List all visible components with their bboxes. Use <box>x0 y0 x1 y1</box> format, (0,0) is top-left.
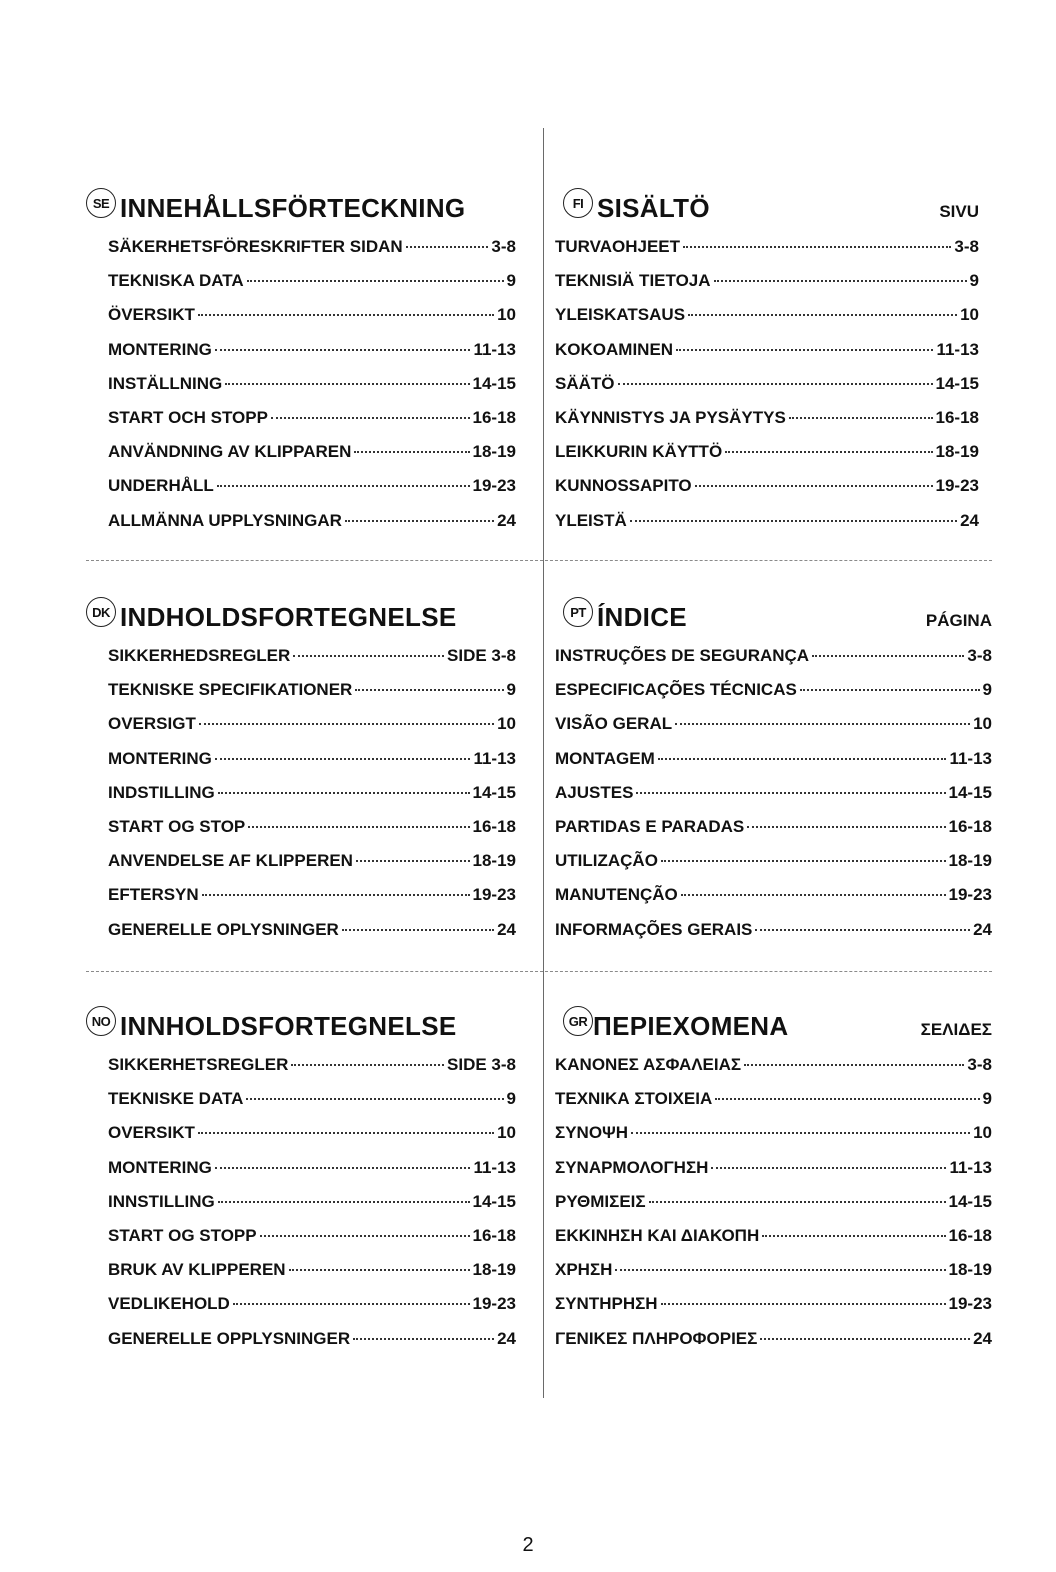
page-column-label: SIVU <box>939 202 979 221</box>
toc-entry-page: 3-8 <box>491 237 516 256</box>
toc-entry <box>108 783 516 817</box>
language-badge: DK <box>86 597 116 627</box>
page-number: 2 <box>522 1534 534 1556</box>
toc-entry-title: SÄKERHETSFÖRESKRIFTER SIDAN <box>108 237 403 256</box>
toc-entry <box>555 1192 992 1226</box>
dot-leader <box>225 383 469 385</box>
toc-entry-title: START OG STOP <box>108 816 246 836</box>
toc-entry <box>555 851 992 885</box>
toc-entry-page: 10 <box>497 1123 516 1143</box>
toc-entry <box>108 442 516 476</box>
toc-entry-page: 10 <box>973 1123 992 1143</box>
dot-leader <box>215 1167 471 1169</box>
toc-entry-page: 9 <box>969 271 979 291</box>
toc-entry-page: 16-18 <box>472 407 516 427</box>
dot-leader <box>755 929 970 931</box>
toc-entry-page: 11-13 <box>473 339 516 359</box>
toc-entry <box>108 920 516 954</box>
page-column-label: PÁGINA <box>925 611 992 630</box>
toc-entry-page: 9 <box>506 271 516 291</box>
dot-leader <box>631 1132 970 1134</box>
toc-entry-title: INDSTILLING <box>108 782 215 802</box>
toc-entry-page: 18-19 <box>935 442 979 462</box>
toc-entry <box>108 680 516 714</box>
toc-entry-page: 24 <box>497 919 516 939</box>
toc-entry <box>108 1329 516 1363</box>
dot-leader <box>725 451 932 453</box>
toc-entry-page: 10 <box>973 714 992 734</box>
toc-entry-page: SIDE 3-8 <box>447 1055 516 1074</box>
toc-entry-page: 11-13 <box>473 748 516 768</box>
dot-leader <box>291 1064 444 1066</box>
dot-leader <box>215 758 471 760</box>
toc-entry-page: 14-15 <box>935 373 979 393</box>
section-header <box>91 1006 516 1046</box>
toc-entry-title: UNDERHÅLL <box>108 476 214 496</box>
toc-entry-page: 24 <box>973 919 992 939</box>
toc-entry <box>555 1158 992 1192</box>
toc-entry-page: 9 <box>982 1089 992 1109</box>
toc-entry-page: 19-23 <box>472 885 516 905</box>
dot-leader <box>353 1338 494 1340</box>
dot-leader <box>246 1098 503 1100</box>
dot-leader <box>406 246 489 248</box>
toc-entry <box>108 1226 516 1260</box>
toc-entry-page: 9 <box>982 680 992 700</box>
toc-entry <box>108 1260 516 1294</box>
toc-entry <box>108 237 516 271</box>
toc-entry-title: MONTERING <box>108 1157 212 1177</box>
dot-leader <box>202 894 470 896</box>
toc-entry-title: LEIKKURIN KÄYTTÖ <box>555 442 723 462</box>
toc-entry-title: ΚΑΝΟΝΕΣ ΑΣΦΑΛΕΙΑΣ <box>555 1055 742 1074</box>
dot-leader <box>217 485 470 487</box>
toc-entry-page: 19-23 <box>948 885 992 905</box>
language-badge: GR <box>563 1006 593 1036</box>
toc-entry-title: INNSTILLING <box>108 1191 215 1211</box>
toc-entry-title: OVERSIGT <box>108 714 196 734</box>
toc-entry-title: MONTERING <box>108 339 212 359</box>
toc-entry-title: BRUK AV KLIPPEREN <box>108 1260 286 1280</box>
toc-entry-page: 3-8 <box>967 1055 992 1074</box>
section-header <box>92 188 516 228</box>
dot-leader <box>345 520 494 522</box>
dot-leader <box>199 723 494 725</box>
toc-entry-title: OVERSIKT <box>108 1123 195 1143</box>
toc-entry <box>555 646 992 680</box>
toc-entry <box>108 1055 516 1089</box>
dot-leader <box>342 929 494 931</box>
toc-entry-title: TEKNISKE SPECIFIKATIONER <box>108 680 353 700</box>
toc-entry <box>108 408 516 442</box>
language-badge: PT <box>563 597 593 627</box>
dot-leader <box>260 1235 470 1237</box>
toc-entry <box>555 680 992 714</box>
toc-entry <box>108 374 516 408</box>
toc-entry <box>555 817 992 851</box>
dot-leader <box>198 314 494 316</box>
row-divider-1 <box>86 560 992 561</box>
dot-leader <box>615 1269 945 1271</box>
row-divider-2 <box>86 971 992 972</box>
section-title: INNEHÅLLSFÖRTECKNING <box>120 193 466 223</box>
dot-leader <box>715 1098 979 1100</box>
dot-leader <box>218 792 470 794</box>
dot-leader <box>233 1303 470 1305</box>
dot-leader <box>711 1167 946 1169</box>
toc-entry <box>555 374 979 408</box>
toc-entry-page: 14-15 <box>948 782 992 802</box>
toc-entry-title: ΣΥΝΤΗΡΗΣΗ <box>555 1294 658 1314</box>
toc-entry-page: 9 <box>506 1089 516 1109</box>
dot-leader <box>789 417 933 419</box>
toc-entry <box>555 442 979 476</box>
dot-leader <box>630 520 957 522</box>
toc-entry <box>555 1226 992 1260</box>
dot-leader <box>695 485 933 487</box>
dot-leader <box>248 826 469 828</box>
toc-entry-page: 10 <box>960 305 979 325</box>
toc-entry-title: ANVÄNDNING AV KLIPPAREN <box>108 442 352 462</box>
toc-entry-page: 14-15 <box>948 1191 992 1211</box>
toc-entry <box>555 1055 992 1089</box>
toc-entry-page: 14-15 <box>472 373 516 393</box>
language-badge: NO <box>86 1006 116 1036</box>
toc-entry-title: ALLMÄNNA UPPLYSNINGAR <box>108 510 342 530</box>
toc-entry-page: 16-18 <box>935 407 979 427</box>
toc-entry-page: 14-15 <box>472 1191 516 1211</box>
toc-entry <box>555 920 992 954</box>
toc-entry-page: 19-23 <box>948 1294 992 1314</box>
toc-entry-page: 24 <box>497 1328 516 1348</box>
toc-entry-page: 18-19 <box>472 1260 516 1280</box>
toc-entry <box>108 1158 516 1192</box>
toc-entry-title: VISÃO GERAL <box>555 714 673 734</box>
toc-entry-title: MONTAGEM <box>555 748 655 768</box>
dot-leader <box>293 655 444 657</box>
section-header <box>555 597 992 637</box>
toc-entry <box>555 1260 992 1294</box>
section-title: INDHOLDSFORTEGNELSE <box>120 602 457 632</box>
toc-entry <box>108 714 516 748</box>
toc-entry-page: 24 <box>497 510 516 530</box>
toc-entry <box>108 271 516 305</box>
dot-leader <box>800 689 980 691</box>
toc-entry <box>108 340 516 374</box>
dot-leader <box>198 1132 494 1134</box>
toc-entry <box>108 885 516 919</box>
toc-entry <box>555 408 979 442</box>
toc-entry-title: KUNNOSSAPITO <box>555 476 692 496</box>
toc-entry-title: ΧΡΗΣΗ <box>555 1260 613 1280</box>
section-title: ÍNDICE <box>597 602 687 632</box>
section-header <box>92 597 516 637</box>
dot-leader <box>688 314 957 316</box>
dot-leader <box>247 280 504 282</box>
dot-leader <box>760 1338 970 1340</box>
toc-entry-page: 19-23 <box>472 1294 516 1314</box>
dot-leader <box>744 1064 964 1066</box>
toc-entry <box>108 646 516 680</box>
toc-list <box>555 237 979 545</box>
dot-leader <box>661 1303 946 1305</box>
toc-entry-title: SIKKERHETSREGLER <box>108 1055 289 1074</box>
toc-entry-title: KOKOAMINEN <box>555 339 674 359</box>
toc-entry-page: 11-13 <box>936 339 979 359</box>
toc-entry-page: 19-23 <box>935 476 979 496</box>
toc-entry <box>555 1329 992 1363</box>
section-title: ΠΕΡΙΕΧΟΜΕΝΑ <box>593 1011 789 1041</box>
toc-entry-page: 3-8 <box>967 646 992 665</box>
toc-entry <box>108 749 516 783</box>
toc-entry-title: ESPECIFICAÇÕES TÉCNICAS <box>555 680 797 700</box>
dot-leader <box>812 655 964 657</box>
toc-entry-page: 24 <box>973 1328 992 1348</box>
dot-leader <box>676 349 933 351</box>
toc-entry <box>108 851 516 885</box>
toc-entry <box>108 1192 516 1226</box>
dot-leader <box>747 826 945 828</box>
dot-leader <box>681 894 946 896</box>
toc-entry <box>108 476 516 510</box>
toc-entry <box>108 1089 516 1123</box>
toc-entry-title: UTILIZAÇÃO <box>555 851 658 871</box>
toc-list <box>108 646 516 954</box>
toc-entry-title: MONTERING <box>108 748 212 768</box>
toc-entry-title: ΤΕΧΝΙΚΑ ΣΤΟΙΧΕΙΑ <box>555 1089 713 1109</box>
dot-leader <box>355 689 503 691</box>
toc-entry-title: ΕΚΚΙΝΗΣΗ ΚΑΙ ΔΙΑΚΟΠΗ <box>555 1225 760 1245</box>
section-header <box>555 188 979 228</box>
toc-entry-page: 16-18 <box>472 1225 516 1245</box>
language-badge: SE <box>86 188 116 218</box>
section-title: INNHOLDSFORTEGNELSE <box>120 1011 457 1041</box>
toc-entry <box>555 305 979 339</box>
dot-leader <box>658 758 947 760</box>
dot-leader <box>675 723 970 725</box>
toc-entry-page: SIDE 3-8 <box>447 646 516 665</box>
toc-entry-page: 10 <box>497 305 516 325</box>
toc-entry-title: INSTRUÇÕES DE SEGURANÇA <box>555 646 810 665</box>
toc-entry <box>555 1089 992 1123</box>
toc-entry-title: ΡΥΘΜΙΣΕΙΣ <box>555 1191 646 1211</box>
toc-entry-page: 3-8 <box>954 237 979 256</box>
toc-entry-title: ÖVERSIKT <box>108 305 195 325</box>
toc-entry <box>555 237 979 271</box>
toc-entry-title: TEKNISIÄ TIETOJA <box>555 271 711 291</box>
dot-leader <box>683 246 951 248</box>
dot-leader <box>636 792 945 794</box>
toc-entry-page: 9 <box>506 680 516 700</box>
toc-entry <box>555 714 992 748</box>
toc-entry-page: 18-19 <box>948 851 992 871</box>
toc-entry-page: 11-13 <box>949 1157 992 1177</box>
toc-entry-title: KÄYNNISTYS JA PYSÄYTYS <box>555 407 786 427</box>
toc-entry <box>555 476 979 510</box>
toc-list <box>555 1055 992 1363</box>
dot-leader <box>649 1201 946 1203</box>
toc-entry-page: 11-13 <box>949 748 992 768</box>
toc-entry-page: 14-15 <box>472 782 516 802</box>
toc-entry-title: TEKNISKE DATA <box>108 1089 244 1109</box>
toc-entry-page: 19-23 <box>472 476 516 496</box>
toc-entry-title: ΣΥΝΟΨΗ <box>555 1123 629 1143</box>
toc-entry <box>555 783 992 817</box>
dot-leader <box>271 417 470 419</box>
dot-leader <box>356 860 470 862</box>
toc-entry-page: 24 <box>960 510 979 530</box>
toc-list <box>555 646 992 954</box>
toc-entry-page: 16-18 <box>948 816 992 836</box>
dot-leader <box>218 1201 470 1203</box>
toc-entry <box>108 511 516 545</box>
toc-entry-title: SIKKERHEDSREGLER <box>108 646 291 665</box>
toc-entry-title: MANUTENÇÃO <box>555 885 678 905</box>
toc-entry-title: INSTÄLLNING <box>108 373 223 393</box>
toc-entry-title: ANVENDELSE AF KLIPPEREN <box>108 851 353 871</box>
toc-entry-title: AJUSTES <box>555 782 634 802</box>
section-title: SISÄLTÖ <box>597 193 710 223</box>
toc-entry <box>555 271 979 305</box>
toc-entry-page: 16-18 <box>472 816 516 836</box>
toc-entry-title: PARTIDAS E PARADAS <box>555 816 745 836</box>
dot-leader <box>714 280 967 282</box>
toc-entry <box>555 1123 992 1157</box>
toc-entry-page: 10 <box>497 714 516 734</box>
section-header <box>555 1006 992 1046</box>
toc-entry-title: INFORMAÇÕES GERAIS <box>555 919 753 939</box>
dot-leader <box>762 1235 945 1237</box>
toc-entry <box>555 749 992 783</box>
dot-leader <box>289 1269 470 1271</box>
dot-leader <box>618 383 933 385</box>
toc-entry-title: GENERELLE OPLYSNINGER <box>108 919 339 939</box>
toc-entry-page: 18-19 <box>472 851 516 871</box>
toc-entry-title: YLEISKATSAUS <box>555 305 686 325</box>
language-badge: FI <box>563 188 593 218</box>
toc-entry-title: GENERELLE OPPLYSNINGER <box>108 1328 351 1348</box>
toc-entry-title: VEDLIKEHOLD <box>108 1294 230 1314</box>
toc-entry <box>108 305 516 339</box>
toc-entry <box>108 817 516 851</box>
toc-entry-page: 16-18 <box>948 1225 992 1245</box>
toc-entry <box>555 885 992 919</box>
toc-entry-title: SÄÄTÖ <box>555 373 615 393</box>
toc-entry-title: TEKNISKA DATA <box>108 271 244 291</box>
toc-entry-title: START OG STOPP <box>108 1225 257 1245</box>
toc-entry-title: ΓΕΝΙΚΕΣ ΠΛΗΡΟΦΟΡΙΕΣ <box>555 1328 758 1348</box>
toc-entry-title: ΣΥΝΑΡΜΟΛΟΓΗΣΗ <box>555 1157 709 1177</box>
dot-leader <box>661 860 946 862</box>
toc-entry <box>108 1123 516 1157</box>
toc-entry <box>555 340 979 374</box>
dot-leader <box>354 451 469 453</box>
toc-entry <box>108 1294 516 1328</box>
toc-entry-page: 18-19 <box>472 442 516 462</box>
toc-entry <box>555 511 979 545</box>
toc-entry-title: START OCH STOPP <box>108 407 268 427</box>
toc-entry-title: EFTERSYN <box>108 885 199 905</box>
dot-leader <box>215 349 471 351</box>
toc-entry-title: YLEISTÄ <box>555 510 627 530</box>
toc-list <box>108 1055 516 1363</box>
page-column-label: ΣΕΛΙΔΕΣ <box>920 1020 992 1039</box>
toc-entry <box>555 1294 992 1328</box>
toc-entry-page: 18-19 <box>948 1260 992 1280</box>
toc-entry-page: 11-13 <box>473 1157 516 1177</box>
toc-entry-title: TURVAOHJEET <box>555 237 681 256</box>
column-divider <box>543 128 544 1398</box>
toc-list <box>108 237 516 545</box>
